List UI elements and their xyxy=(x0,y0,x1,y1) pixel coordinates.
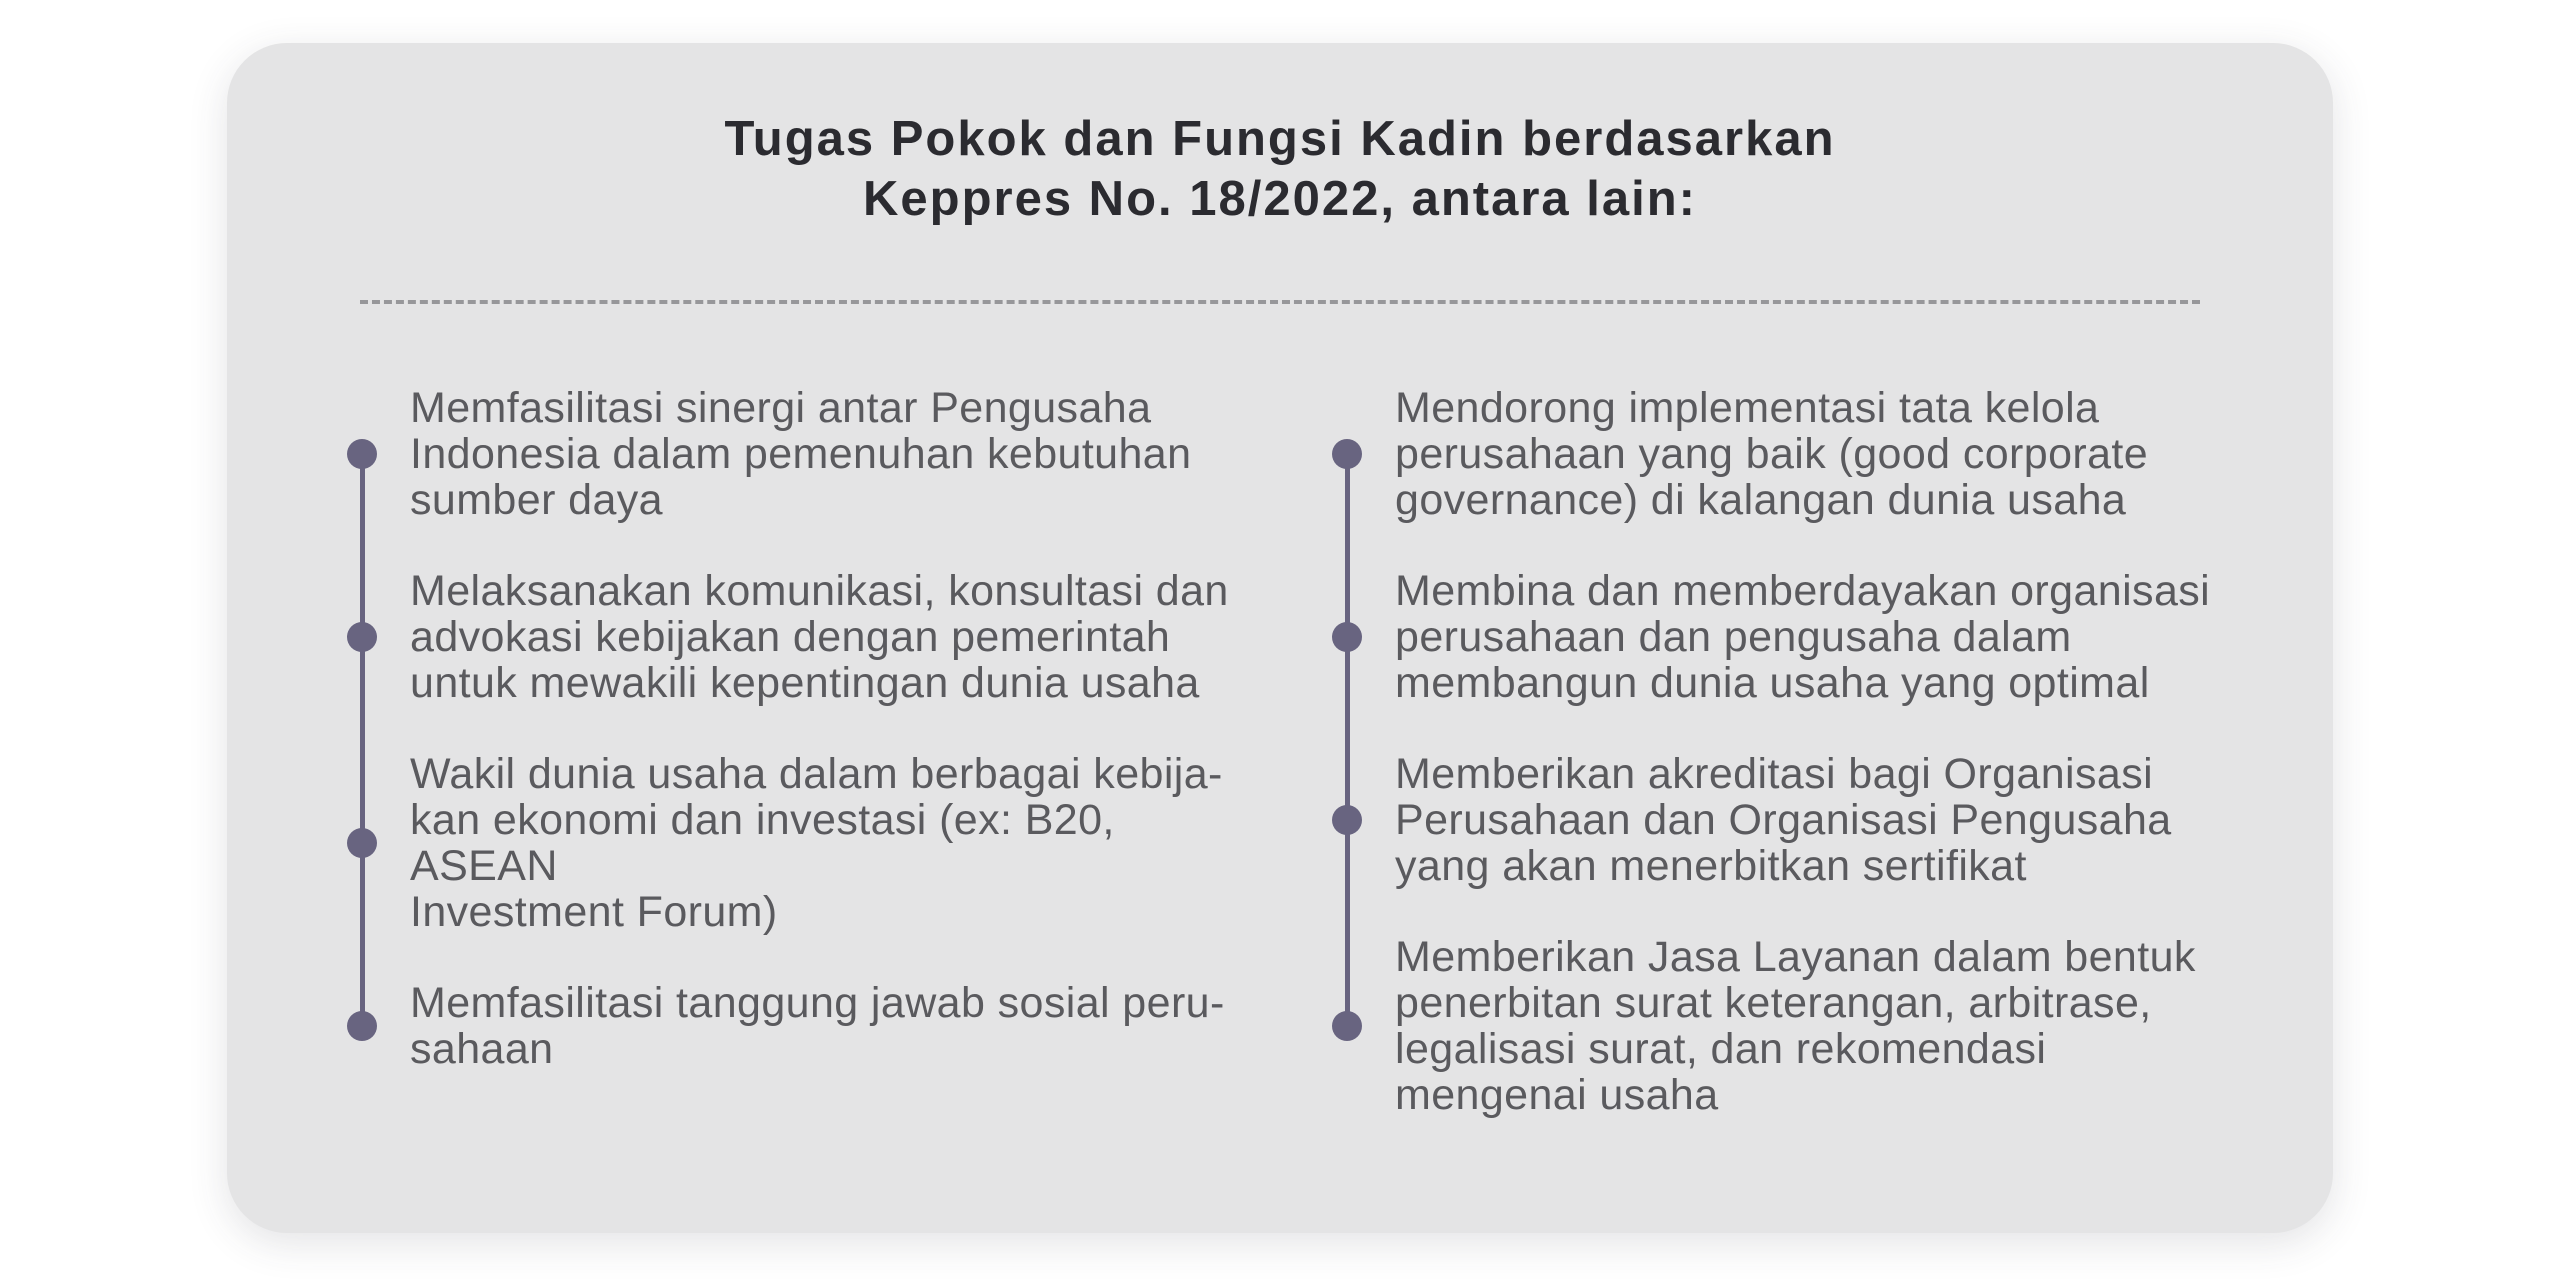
list-item xyxy=(410,980,1260,1072)
list-item-text: Perusahaan dan Organisasi Pengusaha xyxy=(1395,796,2172,844)
timeline-dot xyxy=(347,439,377,469)
left-timeline-list xyxy=(410,385,1260,1072)
dashed-separator xyxy=(360,300,2200,304)
list-item-text: Wakil dunia usaha dalam berbagai kebija- xyxy=(410,750,1223,798)
timeline-dot xyxy=(1332,439,1362,469)
list-item-text: sahaan xyxy=(410,1025,554,1073)
list-item-text: penerbitan surat keterangan, arbitrase, xyxy=(1395,979,2152,1027)
right-column xyxy=(1395,385,2275,1118)
list-item-text: perusahaan yang baik (good corporate xyxy=(1395,430,2149,478)
list-item xyxy=(1395,385,2275,523)
page-title xyxy=(227,109,2333,229)
list-item xyxy=(1395,751,2275,889)
timeline-dot xyxy=(1332,622,1362,652)
timeline-dot xyxy=(1332,805,1362,835)
timeline-line xyxy=(360,454,365,1026)
page-title-line-1: Tugas Pokok dan Fungsi Kadin berdasarkan xyxy=(724,112,1836,166)
timeline-line xyxy=(1345,454,1350,1026)
page-title-line-2: Keppres No. 18/2022, antara lain: xyxy=(863,172,1697,226)
timeline-dot xyxy=(347,828,377,858)
list-item-text: advokasi kebijakan dengan pemerintah xyxy=(410,613,1171,661)
timeline-dot xyxy=(347,622,377,652)
list-item-text: Membina dan memberdayakan organisasi xyxy=(1395,567,2211,615)
list-item-text: kan ekonomi dan investasi (ex: B20, ASEAN xyxy=(410,796,1115,890)
list-item-text: governance) di kalangan dunia usaha xyxy=(1395,476,2127,524)
left-column xyxy=(410,385,1260,1118)
list-item-text: membangun dunia usaha yang optimal xyxy=(1395,659,2150,707)
list-item xyxy=(1395,934,2275,1118)
list-item-text: Indonesia dalam pemenuhan kebutuhan xyxy=(410,430,1192,478)
list-item-text: Memberikan akreditasi bagi Organisasi xyxy=(1395,750,2154,798)
list-item xyxy=(410,385,1260,523)
list-item-text: yang akan menerbitkan sertifikat xyxy=(1395,842,2027,890)
list-item-text: Investment Forum) xyxy=(410,888,778,936)
list-item-text: mengenai usaha xyxy=(1395,1071,1719,1119)
list-item xyxy=(410,751,1260,935)
list-item-text: perusahaan dan pengusaha dalam xyxy=(1395,613,2072,661)
list-item-text: legalisasi surat, dan rekomendasi xyxy=(1395,1025,2047,1073)
right-timeline-list xyxy=(1395,385,2275,1118)
list-item-text: Memberikan Jasa Layanan dalam bentuk xyxy=(1395,933,2196,981)
list-item-text: Memfasilitasi sinergi antar Pengusaha xyxy=(410,384,1152,432)
list-item xyxy=(1395,568,2275,706)
timeline-dot xyxy=(1332,1011,1362,1041)
content-card xyxy=(227,43,2333,1233)
content-columns xyxy=(227,385,2333,1118)
list-item-text: Mendorong implementasi tata kelola xyxy=(1395,384,2100,432)
list-item xyxy=(410,568,1260,706)
timeline-dot xyxy=(347,1011,377,1041)
list-item-text: untuk mewakili kepentingan dunia usaha xyxy=(410,659,1200,707)
list-item-text: sumber daya xyxy=(410,476,663,524)
list-item-text: Memfasilitasi tanggung jawab sosial peru- xyxy=(410,979,1225,1027)
list-item-text: Melaksanakan komunikasi, konsultasi dan xyxy=(410,567,1229,615)
